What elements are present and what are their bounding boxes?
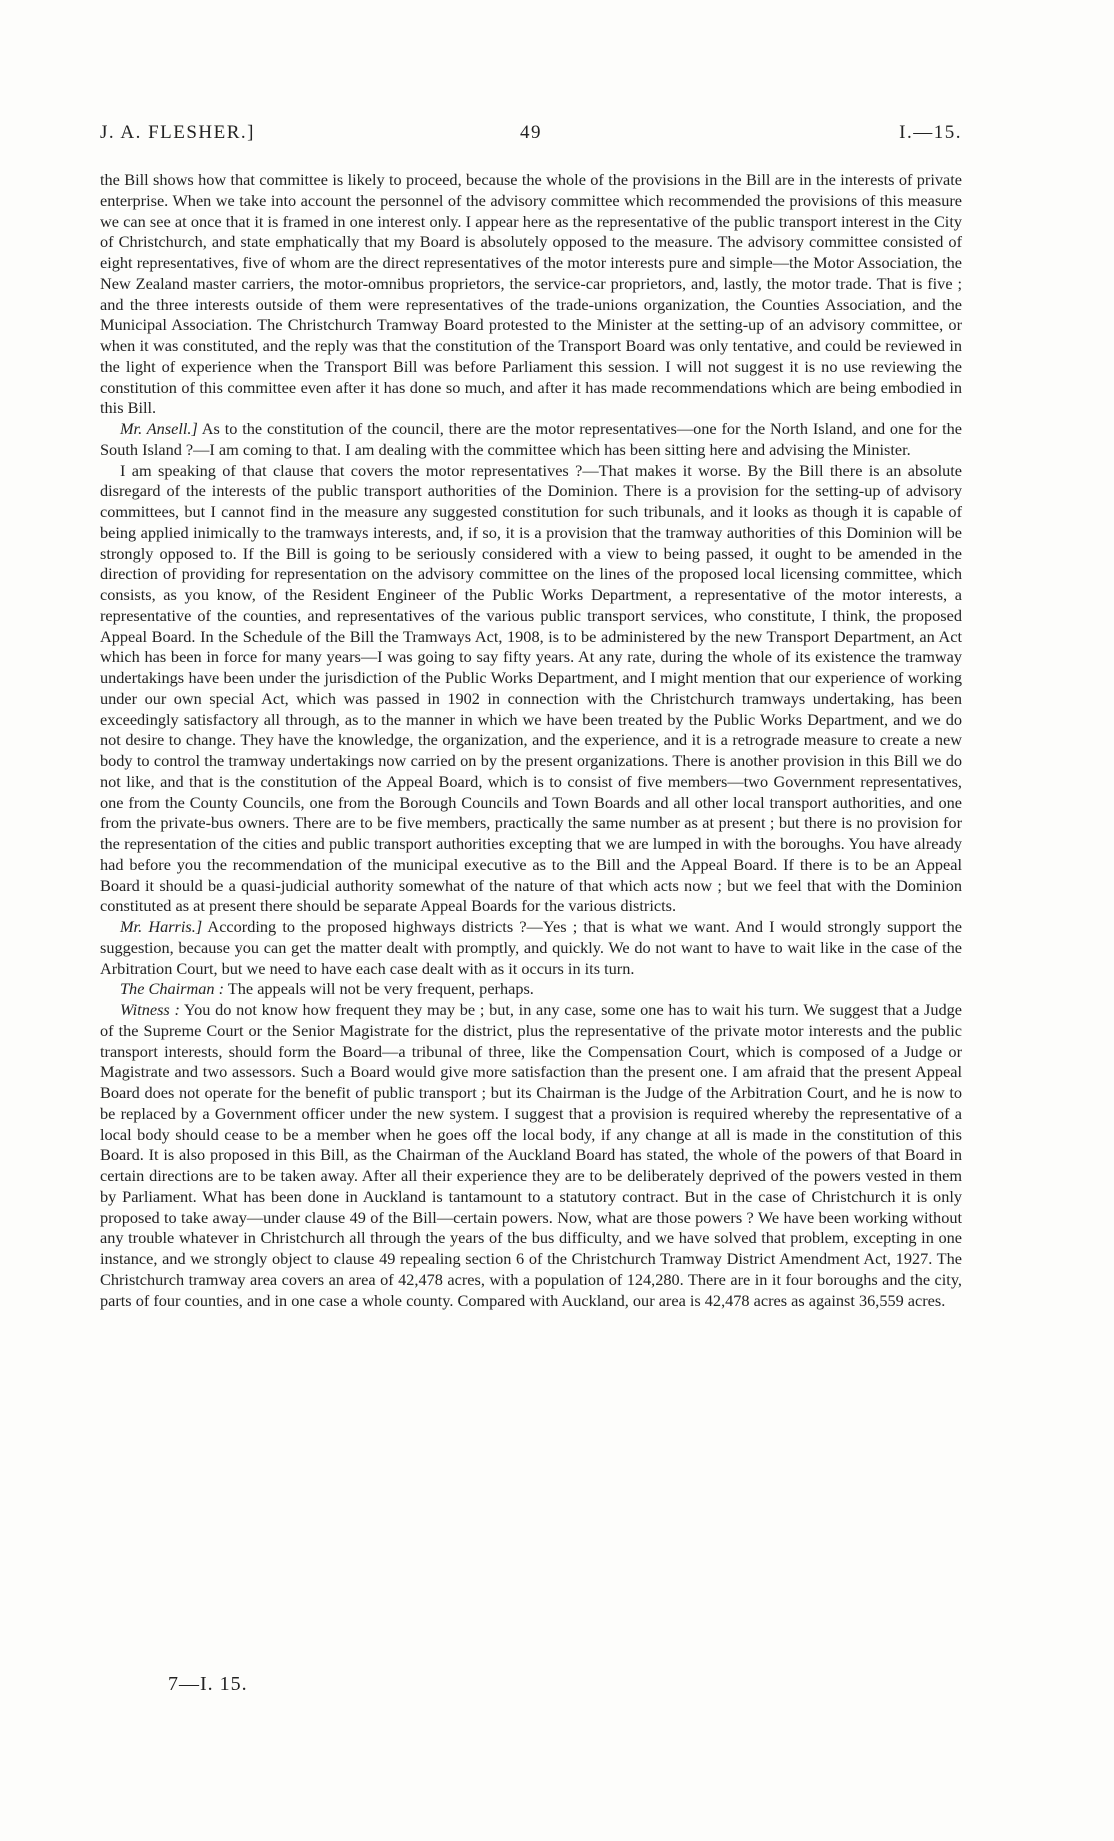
speaker-label: Witness : bbox=[120, 1000, 180, 1019]
paragraph-text: You do not know how frequent they may be ; but, in any case, some one has to wait his turn. We suggest that a Judge of the Supreme Court or the Senior Magistrate for the district, plus the representative of the private motor interests and the public transport interests, should form the Board—a tribunal of three, like the Compensation Court, which is composed of a Judge or Magistrate and two assessors. Such a Board would give more satisfaction than the present one. I am afraid that the present Appeal Board does not operate for the benefit of public transport ; but its Chairman is the Judge of the Arbitration Court, and he is now to be replaced by a Government officer under the new system. I suggest that a provision is required whereby the representative of a local body should cease to be a member when he goes off the local body, if any change at all is made in the constitution of this Board. It is also proposed in this Bill, as the Chairman of the Auckland Board has stated, the whole of the powers of that Board in certain directions are to be taken away. After all their experience they are to be deliberately deprived of the powers vested in them by Parliament. What has been done in Auckland is tantamount to a statutory contract. But in the case of Christchurch it is only proposed to take away—under clause 49 of the Bill—certain powers. Now, what are those powers ? We have been working without any trouble whatever in Christchurch all through the years of the bus difficulty, and we have solved that problem, excepting in one instance, and we strongly object to clause 49 repealing section 6 of the Christchurch Tramway District Amendment Act, 1927. The Christchurch tramway area covers an area of 42,478 acres, with a population of 124,280. There are in it four boroughs and the city, parts of four counties, and in one case a whole county. Compared with Auckland, our area is 42,478 acres as against 36,559 acres. bbox=[100, 1000, 962, 1310]
speaker-label: Mr. Ansell.] bbox=[120, 419, 198, 438]
paragraph bbox=[100, 917, 962, 979]
speaker-label: The Chairman : bbox=[120, 979, 225, 999]
page-number: 49 bbox=[520, 122, 542, 143]
document-reference: I.—15. bbox=[899, 122, 962, 143]
paragraph bbox=[100, 461, 962, 918]
paragraph bbox=[100, 170, 962, 419]
paragraph-text: As to the constitution of the council, there are the motor representatives—one for the North Island, and one for the South Island ?—I am coming to that. I am dealing with the committee which has been sitting here and advising the Minister. bbox=[100, 419, 963, 459]
paragraph-text: According to the proposed highways districts ?—Yes ; that is what we want. And I would strongly support the suggestion, because you can get the matter dealt with promptly, and quickly. We do not want to have to wait like in the case of the Arbitration Court, but we need to have each case dealt with as it occurs in its turn. bbox=[100, 917, 962, 978]
paragraph bbox=[100, 419, 962, 461]
paragraph-text: The appeals will not be very frequent, perhaps. bbox=[224, 979, 534, 999]
body-text bbox=[100, 170, 962, 1311]
header-witness-name: J. A. FLESHER.] bbox=[100, 122, 255, 143]
paragraph-text: I am speaking of that clause that covers the motor representatives ?—That makes it worse. By the Bill there is an absolute disregard of the interests of the public transport authorities of the Dominion. There is a provision for the setting-up of advisory committees, but I cannot find in the measure any suggested constitution for such tribunals, and it looks as though it is capable of being applied inimically to the tramways interests, and, if so, it is a provision that the tramway authorities of this Dominion will be strongly opposed to. If the Bill is going to be seriously considered with a view to being passed, it ought to be amended in the direction of providing for representation on the advisory committee on the lines of the proposed local licensing committee, which consists, as you know, of the Resident Engineer of the Public Works Department, a representative of the motor interests, a representative of the counties, and representatives of the various public transport services, who constitute, I think, the proposed Appeal Board. In the Schedule of the Bill the Tramways Act, 1908, is to be administered by the new Transport Department, an Act which has been in force for many years—I was going to say fifty years. At any rate, during the whole of its existence the tramway undertakings have been under the jurisdiction of the Public Works Department, and I might mention that our experience of working under our own special Act, which was passed in 1902 in connection with the Christchurch tramways undertaking, has been exceedingly satisfactory all through, as to the manner in which we have been treated by the Public Works Department, and we do not desire to change. They have the knowledge, the organization, and the experience, and it is a retrograde measure to create a new body to control the tramway undertakings now carried on by the present organizations. There is another provision in this Bill we do not like, and that is the constitution of the Appeal Board, which is to consist of five members—two Government representatives, one from the County Councils, one from the Borough Councils and Town Boards and all other local transport authorities, and one from the private-bus owners. There are to be five members, practically the same number as at present ; but there is no provision for the representation of the cities and public transport authorities excepting that we are lumped in with the boroughs. You have already had before you the recommendation of the municipal executive as to the Bill and the Appeal Board. If there is to be an Appeal Board it should be a quasi-judicial authority somewhat of the nature of that which acts now ; but we feel that with the Dominion constituted as at present there should be separate Appeal Boards for the various districts. bbox=[100, 460, 962, 916]
paragraph bbox=[100, 979, 962, 1000]
running-head bbox=[100, 122, 962, 152]
paragraph-text: the Bill shows how that committee is likely to proceed, because the whole of the provisions in the Bill are in the interests of private enterprise. When we take into account the personnel of the advisory committee which recommended the provisions of this measure we can see at once that it is framed in one interest only. I appear here as the representative of the public transport interest in the City of Christchurch, and state emphatically that my Board is absolutely opposed to the measure. The advisory committee consisted of eight representatives, five of whom are the direct representatives of the motor interests pure and simple—the Motor Association, the New Zealand master carriers, the motor-omnibus proprietors, the service-car proprietors, and, lastly, the motor trade. That is five ; and the three interests outside of them were representatives of the trade-unions organization, the Counties Association, and the Municipal Association. The Christchurch Tramway Board protested to the Minister at the setting-up of an advisory committee, or when it was constituted, and the reply was that the constitution of the Transport Board was only tentative, and could be reviewed in the light of experience when the Transport Bill was before Parliament this session. I will not suggest it is no use reviewing the constitution of this committee even after it has done so much, and after it has made recommendations which are being embodied in this Bill. bbox=[100, 170, 962, 418]
speaker-label: Mr. Harris.] bbox=[120, 917, 203, 936]
printer-signature: 7—I. 15. bbox=[168, 1673, 248, 1695]
paragraph bbox=[100, 1000, 962, 1311]
